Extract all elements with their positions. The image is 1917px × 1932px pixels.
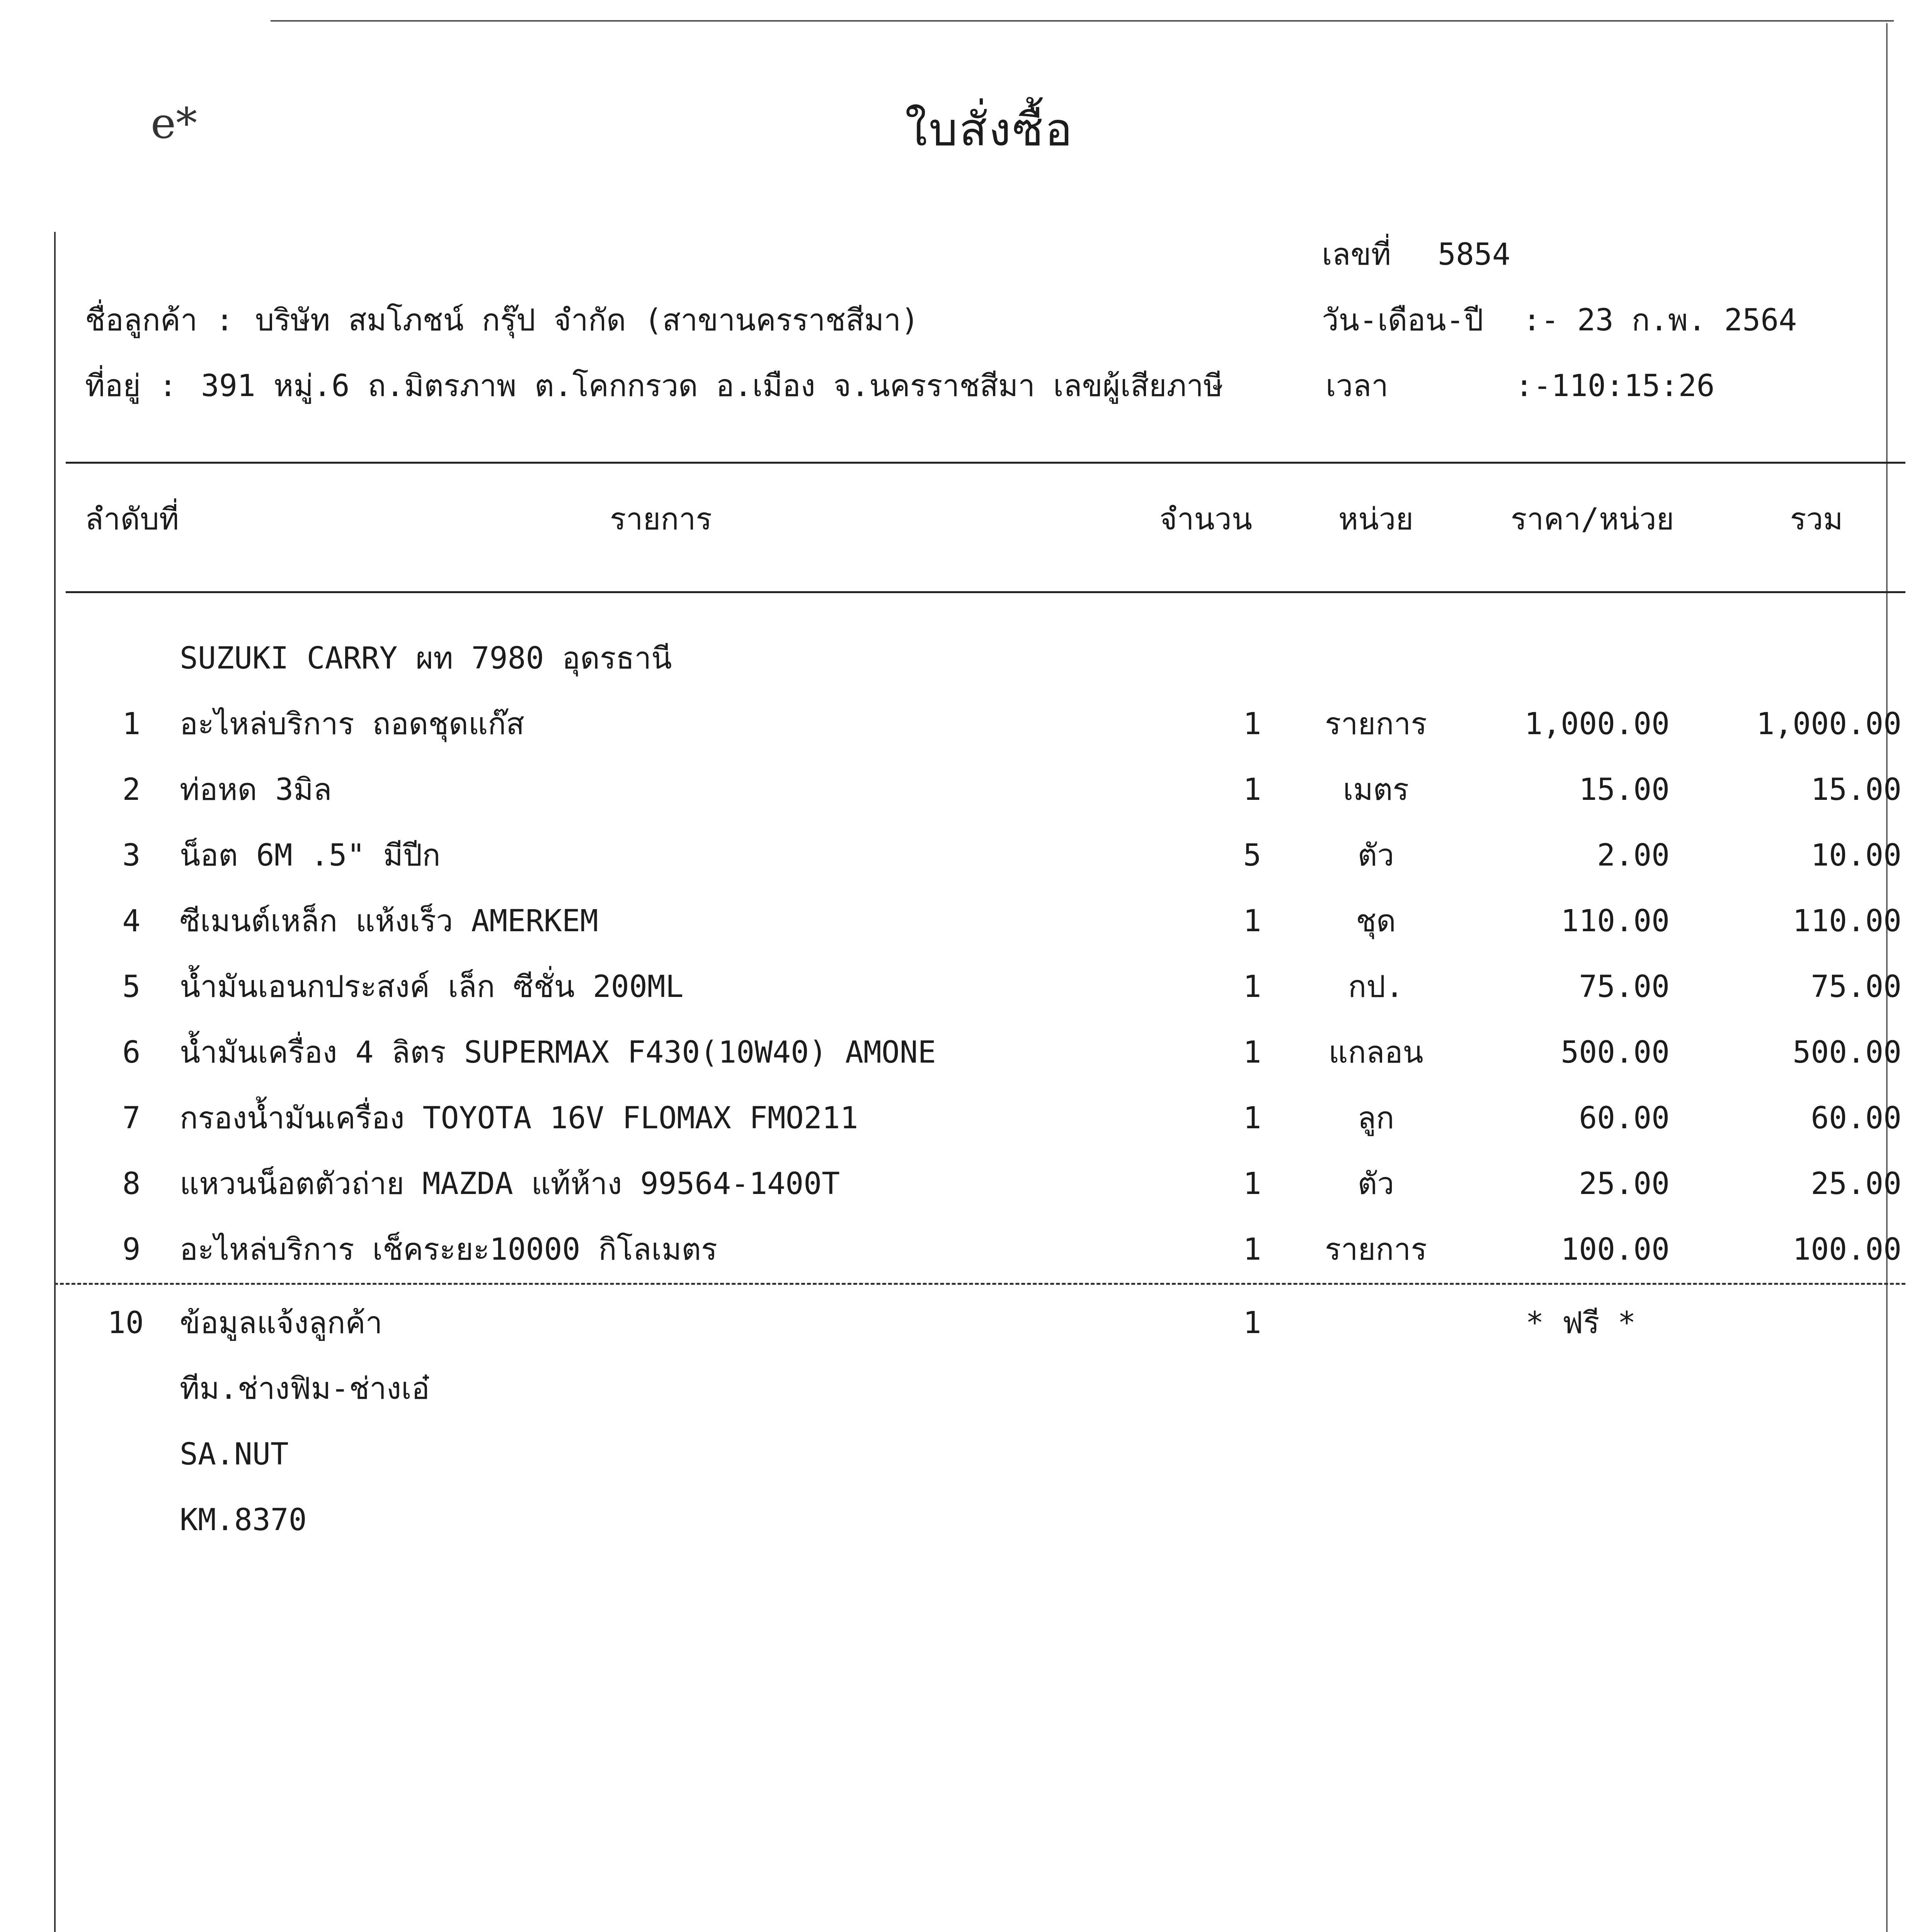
vehicle-line: SUZUKI CARRY ผท 7980 อุดรธานี [180, 641, 672, 676]
row-total: 100.00 [1793, 1232, 1902, 1267]
row-price: 25.00 [1579, 1167, 1670, 1201]
row-qty: 1 [1243, 1232, 1262, 1267]
row-price: 60.00 [1579, 1101, 1670, 1136]
col-header-price: ราคา/หน่วย [1510, 502, 1674, 537]
col-header-no: ลำดับที่ [85, 502, 179, 537]
row-unit: ชุด [1356, 904, 1396, 939]
document-title: ใบสั่งซื้อ [905, 103, 1074, 156]
row-price: 500.00 [1561, 1035, 1670, 1070]
date-value: :- 23 ก.พ. 2564 [1523, 303, 1797, 338]
row-unit: รายการ [1325, 1232, 1427, 1267]
doc-no-value: 5854 [1438, 237, 1510, 272]
doc-no-label: เลขที่ [1322, 237, 1391, 272]
row-unit: ลูก [1357, 1101, 1394, 1136]
row-unit: ตัว [1357, 1167, 1394, 1201]
customer-value: บริษัท สมโภชน์ กรุ๊ป จำกัด (สาขานครราชสีมา) [255, 303, 919, 338]
row-price: 110.00 [1561, 904, 1670, 939]
row-qty: 1 [1243, 1101, 1262, 1136]
row-no: 5 [122, 969, 141, 1004]
address-label: ที่อยู่ : [85, 369, 177, 403]
row-desc: น้ำมันเอนกประสงค์ เล็ก ซีชั่น 200ML [180, 969, 684, 1004]
row-desc: อะไหล่บริการ ถอดชุดแก๊ส [180, 707, 524, 742]
note-km: KM.8370 [180, 1503, 307, 1537]
row-unit: ตัว [1357, 838, 1394, 873]
row-qty: 5 [1243, 838, 1262, 873]
row-total: 10.00 [1811, 838, 1902, 873]
row-no: 9 [122, 1232, 141, 1267]
row-desc: กรองน้ำมันเครื่อง TOYOTA 16V FLOMAX FMO211 [180, 1101, 858, 1136]
row-total: 25.00 [1811, 1167, 1902, 1201]
row-total: 15.00 [1811, 772, 1902, 807]
row-no: 6 [122, 1035, 141, 1070]
row-desc: แหวนน็อตตัวถ่าย MAZDA แท้ห้าง 99564-1400T [180, 1167, 840, 1201]
row-no: 7 [122, 1101, 141, 1136]
customer-label: ชื่อลูกค้า : [85, 303, 234, 338]
row-price: 2.00 [1597, 838, 1670, 873]
row-no: 4 [122, 904, 141, 939]
row-no: 1 [122, 707, 141, 742]
free-item-desc: ข้อมูลแจ้งลูกค้า [180, 1306, 383, 1340]
row-qty: 1 [1243, 772, 1262, 807]
col-header-item: รายการ [609, 502, 712, 537]
row-price: 75.00 [1579, 969, 1670, 1004]
time-value: :-110:15:26 [1515, 369, 1715, 403]
items-end-divider [54, 1283, 1905, 1285]
row-total: 500.00 [1793, 1035, 1902, 1070]
row-no: 2 [122, 772, 141, 807]
row-total: 75.00 [1811, 969, 1902, 1004]
row-desc: น้ำมันเครื่อง 4 ลิตร SUPERMAX F430(10W40) AMONE [180, 1035, 936, 1070]
address-value: 391 หมู่.6 ถ.มิตรภาพ ต.โคกกรวด อ.เมือง จ.นครราชสีมา เลขผู้เสียภาษี [201, 369, 1224, 403]
col-header-unit: หน่วย [1338, 502, 1414, 537]
header-divider [66, 462, 1905, 464]
row-price: 15.00 [1579, 772, 1670, 807]
row-desc: อะไหล่บริการ เช็คระยะ10000 กิโลเมตร [180, 1232, 717, 1267]
time-label: เวลา [1326, 369, 1389, 403]
row-unit: แกลอน [1328, 1035, 1423, 1070]
row-qty: 1 [1243, 707, 1262, 742]
row-price: 1,000.00 [1524, 707, 1670, 742]
column-header-divider [66, 591, 1905, 593]
row-total: 110.00 [1793, 904, 1902, 939]
free-item-qty: 1 [1243, 1306, 1262, 1340]
row-unit: กป. [1348, 969, 1404, 1004]
row-price: 100.00 [1561, 1232, 1670, 1267]
row-qty: 1 [1243, 904, 1262, 939]
corner-mark: e* [151, 99, 197, 148]
row-total: 1,000.00 [1756, 707, 1902, 742]
note-sa: SA.NUT [180, 1437, 289, 1472]
date-label: วัน-เดือน-ปี [1322, 303, 1484, 338]
row-desc: ซีเมนต์เหล็ก แห้งเร็ว AMERKEM [180, 904, 598, 939]
free-item-price: * ฟรี * [1525, 1306, 1636, 1340]
row-qty: 1 [1243, 1035, 1262, 1070]
row-unit: เมตร [1343, 772, 1409, 807]
row-unit: รายการ [1325, 707, 1427, 742]
note-team: ทีม.ช่างฟิม-ช่างเอ๋ [180, 1371, 430, 1406]
row-qty: 1 [1243, 969, 1262, 1004]
row-desc: น็อต 6M .5" มีปีก [180, 838, 441, 873]
frame-left-border [54, 232, 56, 1932]
row-desc: ท่อหด 3มิล [180, 772, 332, 807]
col-header-qty: จำนวน [1159, 502, 1252, 537]
free-item-no: 10 [107, 1306, 144, 1340]
scan-top-edge [271, 20, 1894, 22]
row-qty: 1 [1243, 1167, 1262, 1201]
row-total: 60.00 [1811, 1101, 1902, 1136]
row-no: 8 [122, 1167, 141, 1201]
col-header-total: รวม [1790, 502, 1843, 537]
row-no: 3 [122, 838, 141, 873]
